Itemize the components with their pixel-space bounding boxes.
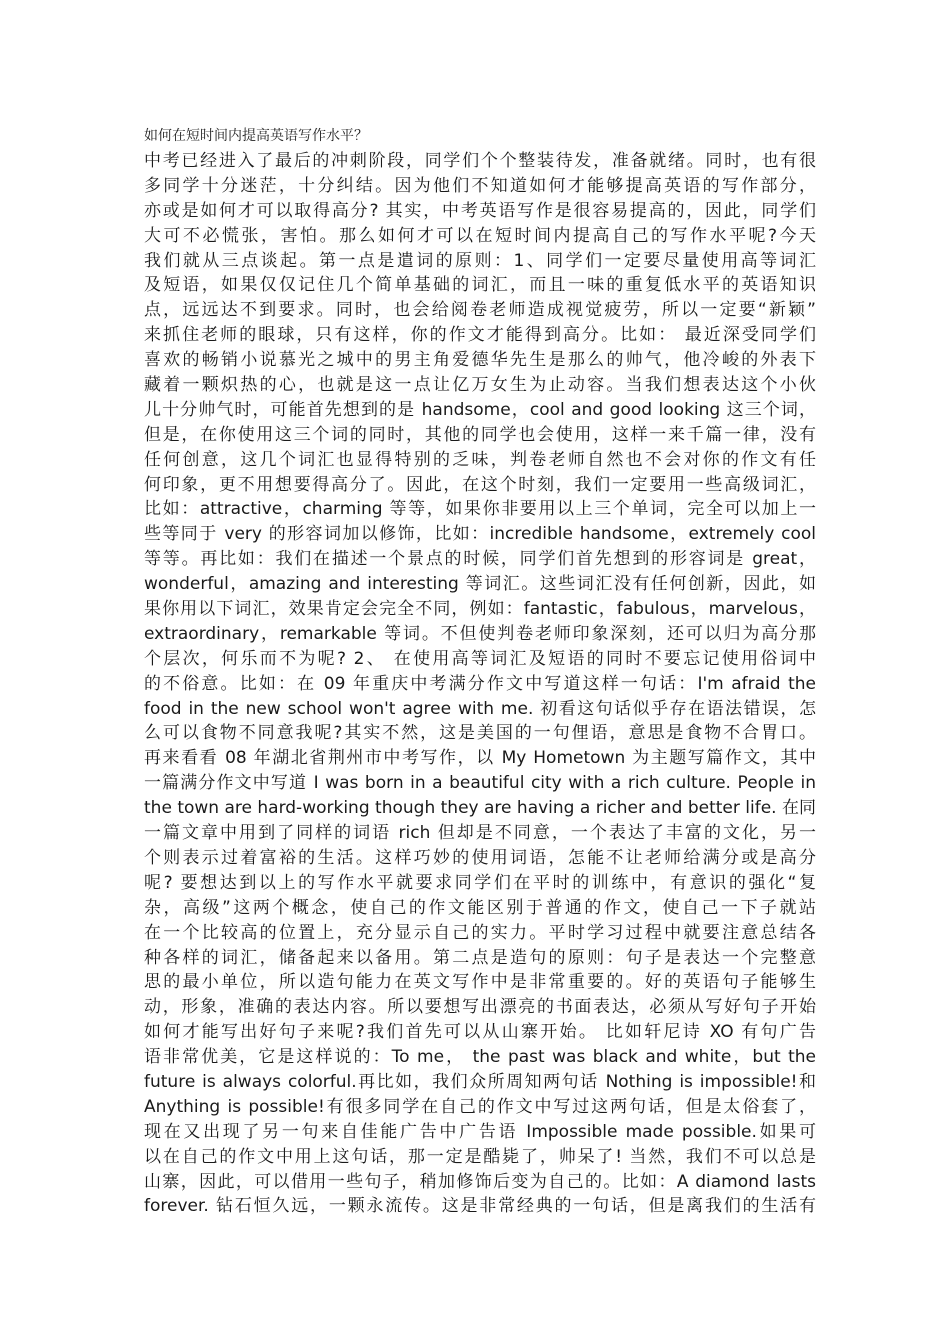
document-title: 如何在短时间内提高英语写作水平？ bbox=[144, 128, 368, 144]
body-line: 现在又出现了另一句来自佳能广告中广告语 Impossible made possible.如果可 bbox=[144, 1121, 816, 1142]
body-line: Anything is possible!有很多同学在自己的作文中写过这两句话，但是太俗套了， bbox=[144, 1096, 816, 1117]
body-line: 多同学十分迷茫，十分纠结。因为他们不知道如何才能够提高英语的写作部分， bbox=[144, 175, 816, 196]
body-line: wonderful，amazing and interesting 等词汇。这些词汇没有任何创新，因此，如 bbox=[144, 574, 816, 595]
body-line: 在一个比较高的位置上，充分显示自己的实力。平时学习过程中就要注意总结各 bbox=[144, 922, 816, 943]
body-line: 中考已经进入了最后的冲刺阶段，同学们个个整装待发，准备就绪。同时，也有很 bbox=[144, 151, 816, 171]
body-line: 但是，在你使用这三个词的同时，其他的同学也会使用，这样一来千篇一律，没有 bbox=[144, 424, 816, 445]
body-line: 山寨，因此，可以借用一些句子，稍加修饰后变为自己的。比如：A diamond lasts bbox=[144, 1171, 816, 1192]
body-line: 个层次，何乐而不为呢? 2、 在使用高等词汇及短语的同时不要忘记使用俗词中 bbox=[144, 648, 816, 669]
body-line: food in the new school won't agree with me. 初看这句话似乎存在语法错误，怎 bbox=[144, 698, 816, 719]
body-line: 如何才能写出好句子来呢?我们首先可以从山寨开始。 比如轩尼诗 XO 有句广告 bbox=[144, 1022, 816, 1043]
body-line: 呢? 要想达到以上的写作水平就要求同学们在平时的训练中，有意识的强化“复 bbox=[144, 872, 816, 893]
body-line: 点，远远达不到要求。同时，也会给阅卷老师造成视觉疲劳，所以一定要“新颖” bbox=[144, 300, 816, 321]
body-line: 亦或是如何才可以取得高分? 其实，中考英语写作是很容易提高的，因此，同学们 bbox=[144, 200, 816, 221]
body-line: 动，形象，准确的表达内容。所以要想写出漂亮的书面表达，必须从写好句子开始 bbox=[144, 997, 816, 1018]
body-line: 来抓住老师的眼球，只有这样，你的作文才能得到高分。比如： 最近深受同学们 bbox=[144, 325, 816, 346]
body-line: 喜欢的畅销小说慕光之城中的男主角爱德华先生是那么的帅气，他冷峻的外表下 bbox=[144, 350, 816, 371]
body-line: 思的最小单位，所以造句能力在英文写作中是非常重要的。好的英语句子能够生 bbox=[144, 972, 816, 993]
body-line: the town are hard-working though they are having a richer and better life. 在同 bbox=[144, 798, 816, 819]
body-line: 何印象，更不用想要得高分了。因此，在这个时刻，我们一定要用一些高级词汇， bbox=[144, 474, 816, 495]
body-line: future is always colorful.再比如，我们众所周知两句话 Nothing is impossible!和 bbox=[144, 1071, 816, 1092]
document-body bbox=[144, 149, 816, 1219]
body-line: extraordinary，remarkable 等词。不但使判卷老师印象深刻，还可以归为高分那 bbox=[144, 623, 816, 644]
body-line: 么可以食物不同意我呢?其实不然，这是美国的一句俚语，意思是食物不合胃口。 bbox=[144, 723, 816, 744]
body-line: 等等。再比如：我们在描述一个景点的时候，同学们首先想到的形容词是 great， bbox=[144, 549, 816, 570]
body-line: 些等同于 very 的形容词加以修饰，比如：incredible handsome，extremely cool bbox=[144, 524, 816, 545]
body-line: 任何创意，这几个词汇也显得特别的乏味，判卷老师自然也不会对你的作文有任 bbox=[144, 449, 816, 470]
body-line: 杂，高级”这两个概念，使自己的作文能区别于普通的作文，使自己一下子就站 bbox=[144, 897, 816, 918]
body-line: 语非常优美，它是这样说的：To me， the past was black and white，but the bbox=[144, 1047, 816, 1068]
body-line: 藏着一颗炽热的心，也就是这一点让亿万女生为止动容。当我们想表达这个小伙 bbox=[144, 375, 816, 396]
body-line: 及短语，如果仅仅记住几个简单基础的词汇，而且一味的重复低水平的英语知识 bbox=[144, 275, 816, 296]
body-line: 再来看看 08 年湖北省荆州市中考写作，以 My Hometown 为主题写篇作文，其中 bbox=[144, 748, 816, 769]
body-line: 个则表示过着富裕的生活。这样巧妙的使用词语，怎能不让老师给满分或是高分 bbox=[144, 847, 816, 868]
body-line: 一篇文章中用到了同样的词语 rich 但却是不同意，一个表达了丰富的文化，另一 bbox=[144, 823, 816, 844]
body-line: 比如：attractive，charming 等等，如果你非要用以上三个单词，完全可以加上一 bbox=[144, 499, 816, 520]
body-line: 一篇满分作文中写道 I was born in a beautiful city with a rich culture. People in bbox=[144, 773, 816, 794]
body-line: 的不俗意。比如：在 09 年重庆中考满分作文中写道这样一句话：I'm afraid the bbox=[144, 673, 816, 694]
body-line: 我们就从三点谈起。第一点是遣词的原则：1、同学们一定要尽量使用高等词汇 bbox=[144, 250, 816, 271]
body-line: 儿十分帅气时，可能首先想到的是 handsome，cool and good looking 这三个词， bbox=[144, 399, 816, 420]
body-line: 种各样的词汇，储备起来以备用。第二点是造句的原则：句子是表达一个完整意 bbox=[144, 947, 816, 968]
body-line: forever. 钻石恒久远，一颗永流传。这是非常经典的一句话，但是离我们的生活有 bbox=[144, 1196, 816, 1217]
body-line: 大可不必慌张，害怕。那么如何才可以在短时间内提高自己的写作水平呢?今天 bbox=[144, 225, 816, 246]
body-line: 以在自己的作文中用上这句话，那一定是酷毙了，帅呆了! 当然，我们不可以总是 bbox=[144, 1146, 816, 1167]
body-line: 果你用以下词汇，效果肯定会完全不同，例如：fantastic，fabulous，marvelous， bbox=[144, 599, 816, 620]
